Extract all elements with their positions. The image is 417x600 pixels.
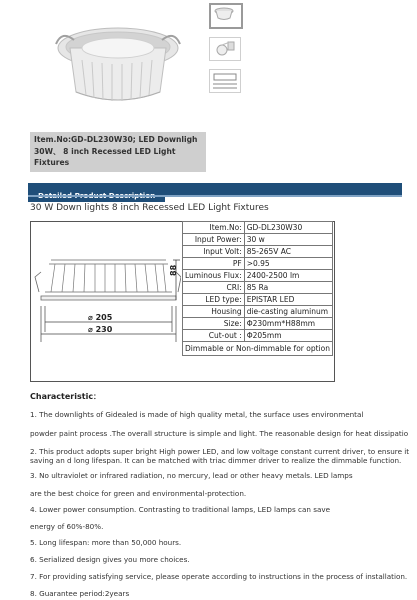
characteristic-line: powder paint process .The overall structure is simple and light. The reasonable design for heat dissipatio — [30, 429, 409, 438]
characteristic-line: are the best choice for green and environmental-protection. — [30, 489, 247, 498]
spec-row — [183, 234, 333, 246]
product-main-image — [30, 0, 205, 132]
spec-key: Input Power: — [183, 234, 245, 246]
spec-key: LED type: — [183, 294, 245, 306]
thumbnail-drawing[interactable] — [209, 69, 241, 93]
spec-value: Φ205mm — [244, 330, 332, 342]
spec-key: Cut-out : — [183, 330, 245, 342]
characteristic-line: 7. For providing satisfying service, please operate according to instructions in the process of installation. — [30, 572, 408, 581]
spec-value: 30 w — [244, 234, 332, 246]
spec-key: Size: — [183, 318, 245, 330]
spec-row — [183, 318, 333, 330]
spec-value: 2400-2500 lm — [244, 270, 332, 282]
thumbnail-list — [209, 0, 245, 101]
spec-row — [183, 330, 333, 342]
spec-value: EPISTAR LED — [244, 294, 332, 306]
characteristic-line: 8. Guarantee period:2years — [30, 589, 130, 598]
spec-key: Housing — [183, 306, 245, 318]
spec-key: CRI: — [183, 282, 245, 294]
thumbnail-installation[interactable] — [209, 37, 241, 61]
characteristic-line: saving an d long lifespan. It can be matched with triac dimmer driver to realize the dimmable function. — [30, 456, 402, 465]
spec-value: GD-DL230W30 — [244, 222, 332, 234]
spec-row — [183, 258, 333, 270]
header-underline — [28, 195, 402, 197]
dimension-230-label: ⌀ 230 — [88, 325, 113, 334]
caption-line: 30W、 8 inch Recessed LED Light — [34, 146, 176, 156]
product-caption — [30, 132, 206, 172]
spec-key: Input Volt: — [183, 246, 245, 258]
spec-value: die-casting aluminum — [244, 306, 332, 318]
characteristic-line: 5. Long lifespan: more than 50,000 hours. — [30, 538, 182, 547]
product-subtitle: 30 W Down lights 8 inch Recessed LED Light Fixtures — [30, 203, 269, 213]
characteristic-line: 6. Serialized design gives you more choices. — [30, 555, 190, 564]
characteristic-line: 4. Lower power consumption. Contrasting to traditional lamps, LED lamps can save — [30, 505, 331, 514]
spec-value: 85-265V AC — [244, 246, 332, 258]
spec-row — [183, 246, 333, 258]
spec-row — [183, 222, 333, 234]
spec-table — [182, 221, 333, 356]
spec-key: PF — [183, 258, 245, 270]
spec-row — [183, 294, 333, 306]
characteristic-line: 1. The downlights of Gidealed is made of high quality metal, the surface uses environmental — [30, 410, 364, 419]
dimension-drawing — [31, 222, 181, 379]
thumbnail-downlight[interactable] — [209, 3, 243, 29]
spec-value: >0.95 — [244, 258, 332, 270]
characteristic-line: energy of 60%-80%. — [30, 522, 104, 531]
spec-row — [183, 282, 333, 294]
spec-footer-row — [183, 342, 333, 356]
dimension-height-label: 88 — [169, 264, 178, 276]
spec-row — [183, 306, 333, 318]
spec-key: Luminous Flux: — [183, 270, 245, 282]
characteristic-line: 2. This product adopts super bright High power LED, and low voltage constant current driver, to ensure it — [30, 447, 410, 456]
caption-line: Item.No:GD-DL230W30; LED Downligh — [34, 135, 198, 144]
characteristic-line: 3. No ultraviolet or infrared radiation, no mercury, lead or other heavy metals. LED lamps — [30, 471, 353, 480]
characteristic-title: Characteristic： — [30, 392, 102, 401]
spec-key: Item.No: — [183, 222, 245, 234]
dimension-205-label: ⌀ 205 — [88, 313, 113, 322]
caption-line: Fixtures — [34, 158, 70, 167]
spec-value: Φ230mm*H88mm — [244, 318, 332, 330]
spec-footer: Dimmable or Non-dimmable for option — [183, 342, 333, 356]
spec-row — [183, 270, 333, 282]
spec-value: 85 Ra — [244, 282, 332, 294]
